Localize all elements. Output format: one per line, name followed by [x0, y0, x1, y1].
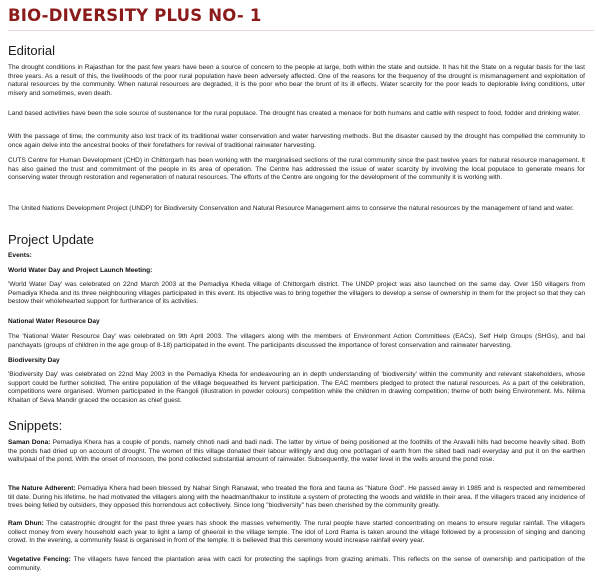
editorial-paragraph: CUTS Centre for Human Development (CHD) in Chittorgarh has been working with the marginalised sections of the rural community since the past twelve years for natural resource management. It has also gained the trust and commitment of the people in its area of operation. The Centre has addressed the issue of water scarcity by involving the local populace to generate means for conserving water through restoration and regeneration of natural resources. The efforts of the Centre are ongoing for the development of the community it is working with. — [8, 157, 585, 182]
snippet-item — [8, 520, 585, 546]
snippet-item — [8, 439, 585, 465]
editorial-paragraph: Land based activities have been the sole source of sustenance for the rural populace. The drought has created a menace for both humans and cattle with respect to food, fodder and drinking water. — [8, 110, 581, 117]
snippet-text: The villagers have fenced the plantation area with cacti for protecting the saplings from grazing animals. This reflects on the sense of ownership and participation of the community. — [8, 556, 585, 572]
event-description: 'World Water Day' was celebrated on 22nd March 2003 at the Pemadiya Kheda village of Chittorgarh district. The UNDP project was also launched on the same day. Over 150 villagers from Pemadiya Kheda and its three neighbouring villages participated in this event. Its objective was to bring together the villagers to develop a sense of ownership in them for the project so that they can bestow their wholehearted support for furtherance of its activities. — [8, 281, 585, 306]
project-update-heading: Project Update — [8, 232, 94, 247]
event-title: National Water Resource Day — [8, 318, 100, 325]
snippet-item — [8, 485, 585, 511]
snippet-item — [8, 556, 585, 573]
snippet-name: Ram Dhun: — [8, 520, 44, 527]
event-title: World Water Day and Project Launch Meeting: — [8, 267, 153, 274]
snippet-text: Pemadiya Khera had been blessed by Nahar Singh Ranawat, who treated the flora and fauna as "Nature God". He passed away in 1985 and is respected and remembered till date. During his lifetime, he had motivated the villagers along with the headman/thakur to institute a system of protecting the woods and wildlife in their area. If the villagers traced any incidence of trees being felled by outsiders, they opposed this horrendous act collectively. Since long "biodiversity" has been cherished by the community greatly. — [8, 485, 585, 510]
snippets-heading: Snippets: — [8, 418, 63, 433]
snippet-name: Vegetative Fencing: — [8, 556, 71, 563]
editorial-paragraph: The drought conditions in Rajasthan for the past few years have been a source of concern to the people at large, both within the state and outside. It has hit the State on a regular basis for the last three years. As a result of this, the livelihoods of the poor rural population have been adversely affected. One of the reasons for the frequency of the drought is mismanagement and exploitation of natural resources by the community. When natural resources are degraded, it is the poor who bear the brunt of its ill effects. Water scarcity for the poor leads to deplorable living conditions, utter misery and sometimes, even death. — [8, 64, 585, 98]
events-label: Events: — [8, 252, 32, 259]
snippet-text: Pemadiya Khera has a couple of ponds, namely chhoti nadi and badi nadi. The latter by virtue of being positioned at the foothills of the Aravalli hills had become heavily silted. Both the ponds had dried up on account of drought. The women of this village donated their labour willingly and dug one pot/tagari of earth from the silted badi nadi everyday and put it on the earthen walls/paal of the pond. With the onset of monsoon, the pond collected substantial amount of rainwater. Subsequently, the water level in the wells around the pond rose. — [8, 439, 585, 464]
snippet-name: The Nature Adherent: — [8, 485, 76, 492]
event-description: The 'National Water Resource Day' was celebrated on 9th April 2003. The villagers along with the members of Environment Action Committees (EACs), Self Help Groups (SHGs), and bal panchayats (groups of children in the age group of 8-18) participated in the event. The participants discussed the importance of forest conservation and rainwater harvesting. — [8, 333, 585, 349]
snippet-text: The catastrophic drought for the past three years has shook the masses vehemently. The rural people have started concentrating on means to ensure regular rainfall. The villagers collect money from every household each year to light a lamp of ghee/oil in the village temple. The idol of Lord Rama is taken around the village followed by a procession of singing and dancing crowd. In the evening, a community feast is organised in front of the temple. It is believed that this ceremony would increase rainfall every year. — [8, 520, 585, 545]
event-title: Biodiversity Day — [8, 357, 60, 364]
snippet-name: Saman Dona: — [8, 439, 51, 446]
title-divider — [8, 30, 594, 31]
newsletter-title: BIO-DIVERSITY PLUS NO- 1 — [8, 6, 262, 25]
newsletter-page — [8, 0, 590, 585]
editorial-paragraph: The United Nations Development Project (UNDP) for Biodiversity Conservation and Natural Resource Management aims to conserve the natural resources by the management of land and water. — [8, 205, 574, 212]
event-description: 'Biodiversity Day' was celebrated on 22nd May 2003 in the Pemadiya Kheda for endeavouring an in depth understanding of 'biodiversity' within the community and relevant stakeholders, whose support could be further solicited. The entire population of the village bequeathed its fervent participation. The EAC members pledged to protect the natural resources. As a part of the celebration, competitions were organised. Women participated in the Rangoli (illustration in powder colours) competition while the children in drawing competition; theme of both being Environment. Ms. Nilima Khaitan of Seva Mandir graced the occasion as chief guest. — [8, 371, 585, 405]
editorial-paragraph: With the passage of time, the community also lost track of its traditional water conservation and water harvesting methods. But the disaster caused by the drought has compelled the community to once again delve into the ancestral books of their forefathers for revival of traditional rainwater harvesting. — [8, 133, 585, 149]
editorial-heading: Editorial — [8, 43, 55, 58]
